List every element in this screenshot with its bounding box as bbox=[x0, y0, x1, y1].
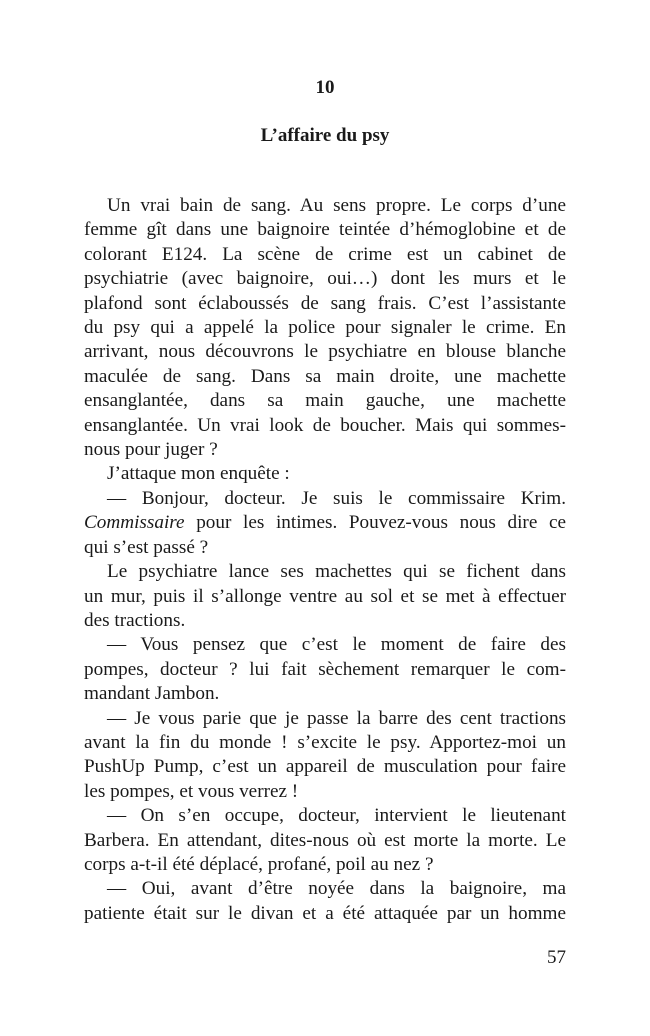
text-line: — Bonjour, docteur. Je suis le commissaire Krim. bbox=[107, 487, 566, 509]
paragraph bbox=[84, 633, 566, 706]
text-line: du psy qui a appelé la police pour signaler le crime. En bbox=[84, 317, 566, 339]
text-line: — On s’en occupe, docteur, intervient le lieutenant bbox=[107, 805, 566, 827]
text-line: Un vrai bain de sang. Au sens propre. Le corps d’une bbox=[107, 195, 566, 216]
text-line: — Je vous parie que je passe la barre des cent tractions bbox=[107, 707, 566, 729]
text-line: ensanglantée. Un vrai look de boucher. Mais qui sommes- bbox=[84, 414, 566, 436]
chapter-title: L’affaire du psy bbox=[260, 125, 390, 146]
paragraph bbox=[84, 707, 566, 805]
paragraph bbox=[84, 487, 566, 560]
text-line: qui s’est passé ? bbox=[84, 536, 209, 558]
body-text bbox=[84, 194, 566, 926]
text-line: avant la fin du monde ! s’excite le psy. Apportez-moi un bbox=[84, 731, 566, 753]
text-line: pompes, docteur ? lui fait sèchement remarquer le com- bbox=[84, 658, 566, 680]
text-line: patiente était sur le divan et a été attaquée par un homme bbox=[84, 902, 566, 924]
text-line: maculée de sang. Dans sa main droite, une machette bbox=[84, 365, 566, 387]
text-line: — Vous pensez que c’est le moment de faire des bbox=[107, 634, 566, 656]
italic-word: Commissaire bbox=[84, 512, 185, 534]
text-line: colorant E124. La scène de crime est un cabinet de bbox=[84, 243, 566, 265]
text-line: les pompes, et vous verrez ! bbox=[84, 780, 299, 802]
text-line: plafond sont éclaboussés de sang frais. C’est l’assistante bbox=[84, 292, 566, 314]
text-line bbox=[84, 511, 566, 535]
text-line: Le psychiatre lance ses machettes qui se fichent dans bbox=[107, 561, 566, 583]
text-fragment: pour les intimes. Pouvez-vous nous dire ce bbox=[184, 512, 566, 534]
text-line: PushUp Pump, c’est un appareil de musculation pour faire bbox=[84, 756, 566, 778]
text-line: corps a-t-il été déplacé, profané, poil au nez ? bbox=[84, 853, 434, 875]
text-line: — Oui, avant d’être noyée dans la baignoire, ma bbox=[107, 878, 566, 900]
text-line: mandant Jambon. bbox=[84, 683, 220, 705]
text-line: femme gît dans une baignoire teintée d’hémoglobine et de bbox=[84, 219, 566, 241]
text-line: nous pour juger ? bbox=[84, 439, 218, 461]
page-number: 57 bbox=[547, 947, 566, 968]
text-line: J’attaque mon enquête : bbox=[107, 463, 290, 485]
paragraph bbox=[84, 194, 566, 462]
paragraph bbox=[84, 462, 566, 486]
paragraph bbox=[84, 877, 566, 926]
text-line: des tractions. bbox=[84, 609, 186, 631]
text-line: psychiatrie (avec baignoire, oui…) dont les murs et le bbox=[84, 268, 566, 290]
text-line: ensanglantée, dans sa main gauche, une machette bbox=[84, 390, 566, 412]
text-line: un mur, puis il s’allonge ventre au sol et se met à effectuer bbox=[84, 585, 566, 607]
paragraph bbox=[84, 804, 566, 877]
chapter-number: 10 bbox=[315, 77, 335, 98]
paragraph bbox=[84, 560, 566, 633]
text-line: arrivant, nous découvrons le psychiatre en blouse blanche bbox=[84, 341, 566, 363]
text-line: Barbera. En attendant, dites-nous où est morte la morte. Le bbox=[84, 829, 566, 851]
